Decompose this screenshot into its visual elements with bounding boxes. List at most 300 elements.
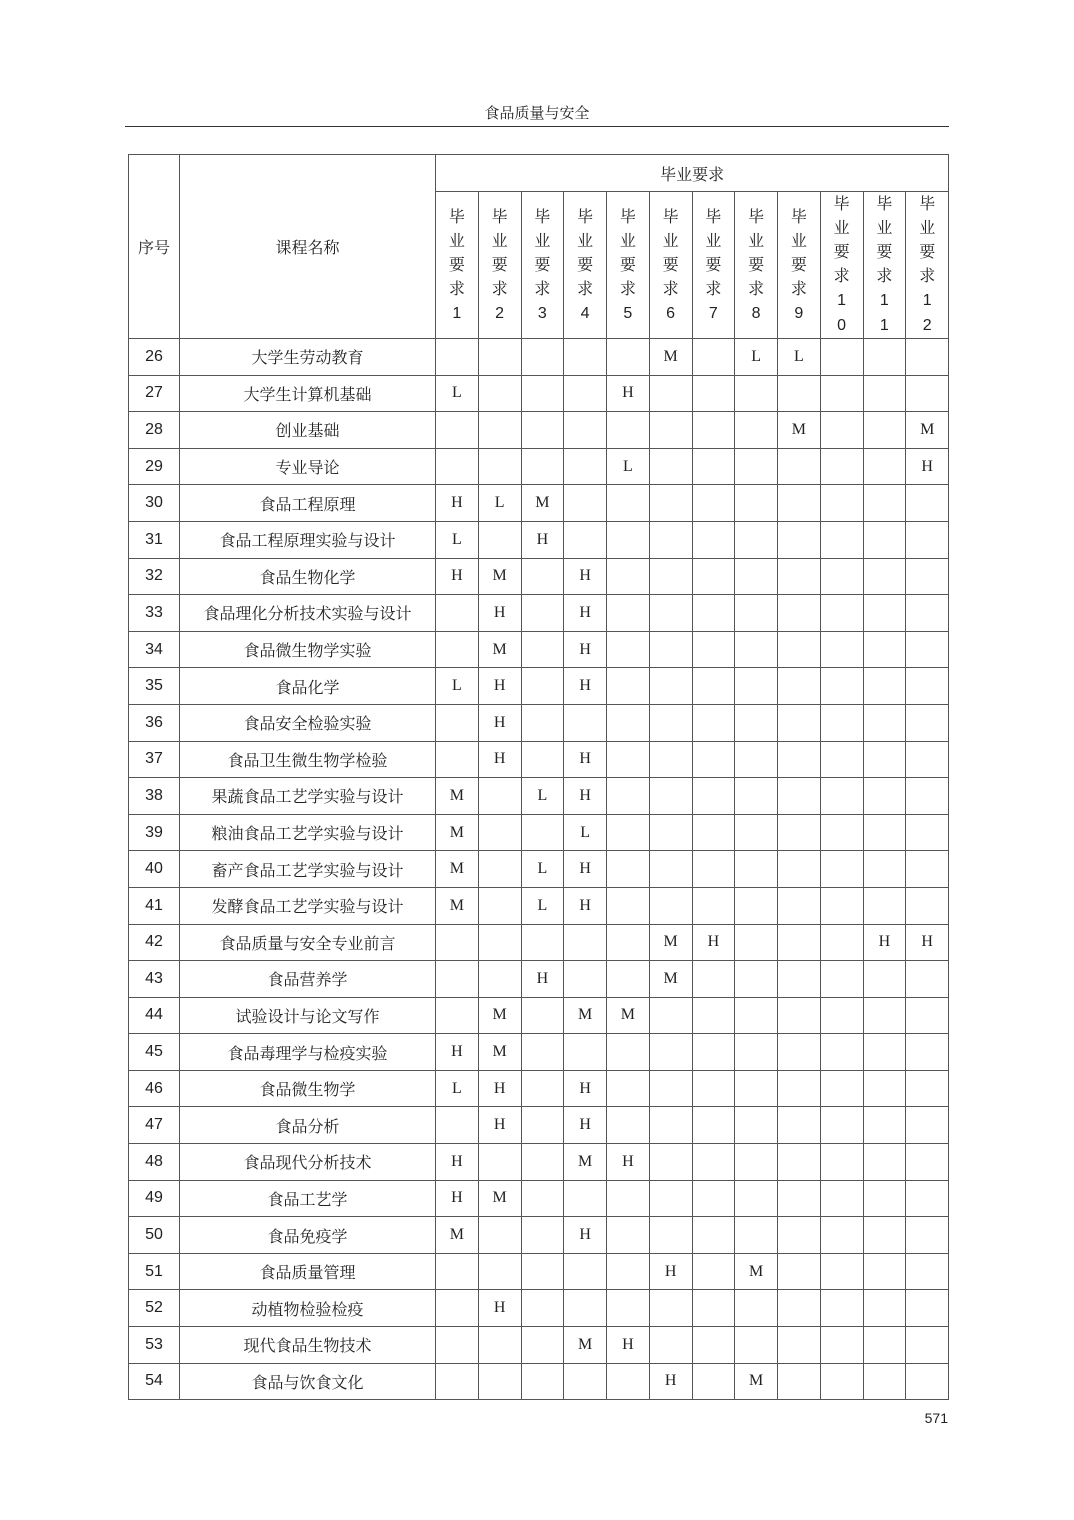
support-level-cell	[649, 1070, 692, 1107]
row-index: 48	[129, 1144, 180, 1181]
support-level-cell	[735, 704, 778, 741]
support-level-cell	[692, 375, 735, 412]
support-level-cell	[863, 741, 906, 778]
support-level-cell	[607, 1363, 650, 1400]
support-level-cell	[521, 1034, 564, 1071]
support-level-cell: H	[478, 1290, 521, 1327]
support-level-cell: M	[735, 1253, 778, 1290]
support-level-cell	[607, 741, 650, 778]
support-level-cell	[820, 741, 863, 778]
row-index: 35	[129, 668, 180, 705]
support-level-cell	[649, 448, 692, 485]
support-level-cell	[735, 668, 778, 705]
support-level-cell	[607, 1253, 650, 1290]
support-level-cell	[521, 1217, 564, 1254]
row-index: 53	[129, 1327, 180, 1364]
support-level-cell	[521, 1107, 564, 1144]
support-level-cell	[649, 595, 692, 632]
table-row	[129, 1253, 949, 1290]
support-level-cell	[906, 997, 949, 1034]
support-level-cell	[607, 1107, 650, 1144]
column-header-requirement: 毕业要求8	[735, 192, 778, 339]
column-header-index: 序号	[129, 155, 180, 339]
table-row	[129, 997, 949, 1034]
support-level-cell	[820, 485, 863, 522]
support-level-cell	[820, 1290, 863, 1327]
support-level-cell: H	[607, 1144, 650, 1181]
support-level-cell	[778, 778, 821, 815]
support-level-cell	[906, 814, 949, 851]
support-level-cell	[692, 339, 735, 376]
support-level-cell	[649, 521, 692, 558]
row-index: 27	[129, 375, 180, 412]
table-row	[129, 1107, 949, 1144]
support-level-cell	[863, 375, 906, 412]
support-level-cell	[564, 924, 607, 961]
support-level-cell: H	[436, 1180, 479, 1217]
row-index: 51	[129, 1253, 180, 1290]
support-level-cell: H	[436, 558, 479, 595]
support-level-cell	[820, 814, 863, 851]
support-level-cell: L	[478, 485, 521, 522]
support-level-cell	[820, 595, 863, 632]
support-level-cell	[692, 1144, 735, 1181]
support-level-cell: M	[436, 851, 479, 888]
course-name: 食品卫生微生物学检验	[180, 741, 436, 778]
support-level-cell	[778, 1180, 821, 1217]
support-level-cell	[820, 924, 863, 961]
support-level-cell	[820, 668, 863, 705]
support-level-cell: M	[478, 1180, 521, 1217]
support-level-cell	[478, 1327, 521, 1364]
course-name: 食品安全检验实验	[180, 704, 436, 741]
support-level-cell	[692, 997, 735, 1034]
support-level-cell	[692, 704, 735, 741]
support-level-cell: H	[692, 924, 735, 961]
support-level-cell	[607, 814, 650, 851]
support-level-cell	[692, 412, 735, 449]
support-level-cell	[735, 997, 778, 1034]
support-level-cell	[478, 448, 521, 485]
support-level-cell: M	[521, 485, 564, 522]
support-level-cell	[863, 412, 906, 449]
graduation-requirements-table	[128, 154, 949, 1400]
support-level-cell	[735, 1034, 778, 1071]
support-level-cell	[906, 339, 949, 376]
support-level-cell	[906, 1290, 949, 1327]
support-level-cell	[692, 961, 735, 998]
course-name: 果蔬食品工艺学实验与设计	[180, 778, 436, 815]
support-level-cell	[649, 851, 692, 888]
support-level-cell	[863, 961, 906, 998]
support-level-cell	[478, 375, 521, 412]
support-level-cell: H	[863, 924, 906, 961]
support-level-cell	[820, 521, 863, 558]
support-level-cell	[778, 1034, 821, 1071]
support-level-cell	[863, 521, 906, 558]
support-level-cell	[735, 741, 778, 778]
support-level-cell	[564, 1034, 607, 1071]
row-index: 31	[129, 521, 180, 558]
support-level-cell	[906, 485, 949, 522]
support-level-cell	[692, 814, 735, 851]
support-level-cell	[735, 851, 778, 888]
support-level-cell	[478, 1363, 521, 1400]
support-level-cell	[820, 339, 863, 376]
course-name: 食品化学	[180, 668, 436, 705]
support-level-cell	[735, 595, 778, 632]
support-level-cell: H	[564, 887, 607, 924]
support-level-cell: H	[564, 1070, 607, 1107]
support-level-cell: M	[436, 778, 479, 815]
support-level-cell	[820, 961, 863, 998]
support-level-cell	[735, 1180, 778, 1217]
support-level-cell	[778, 631, 821, 668]
support-level-cell: H	[436, 485, 479, 522]
column-header-requirement: 毕业要求2	[478, 192, 521, 339]
support-level-cell: H	[478, 704, 521, 741]
support-level-cell	[607, 778, 650, 815]
support-level-cell: H	[478, 595, 521, 632]
support-level-cell	[778, 1070, 821, 1107]
support-level-cell	[436, 412, 479, 449]
row-index: 39	[129, 814, 180, 851]
support-level-cell	[607, 1180, 650, 1217]
support-level-cell	[649, 668, 692, 705]
support-level-cell	[564, 1253, 607, 1290]
support-level-cell: L	[521, 887, 564, 924]
support-level-cell: M	[564, 997, 607, 1034]
support-level-cell	[607, 704, 650, 741]
support-level-cell	[649, 412, 692, 449]
support-level-cell	[820, 1144, 863, 1181]
column-header-requirement: 毕业要求12	[906, 192, 949, 339]
support-level-cell	[820, 887, 863, 924]
support-level-cell	[735, 558, 778, 595]
support-level-cell	[906, 1217, 949, 1254]
support-level-cell	[735, 485, 778, 522]
support-level-cell	[649, 375, 692, 412]
support-level-cell	[564, 485, 607, 522]
support-level-cell: H	[564, 1217, 607, 1254]
support-level-cell: H	[436, 1144, 479, 1181]
row-index: 28	[129, 412, 180, 449]
support-level-cell	[863, 1327, 906, 1364]
support-level-cell	[436, 961, 479, 998]
support-level-cell	[906, 1327, 949, 1364]
course-name: 食品微生物学	[180, 1070, 436, 1107]
support-level-cell	[735, 924, 778, 961]
support-level-cell	[820, 1034, 863, 1071]
support-level-cell	[564, 521, 607, 558]
support-level-cell	[820, 1217, 863, 1254]
support-level-cell	[692, 1070, 735, 1107]
support-level-cell	[436, 1290, 479, 1327]
support-level-cell	[735, 887, 778, 924]
support-level-cell	[607, 558, 650, 595]
support-level-cell	[649, 1290, 692, 1327]
course-name: 大学生计算机基础	[180, 375, 436, 412]
support-level-cell	[478, 778, 521, 815]
support-level-cell: M	[649, 924, 692, 961]
support-level-cell: L	[521, 778, 564, 815]
support-level-cell	[607, 1290, 650, 1327]
support-level-cell	[521, 668, 564, 705]
support-level-cell	[692, 1327, 735, 1364]
support-level-cell: L	[436, 375, 479, 412]
support-level-cell	[820, 704, 863, 741]
row-index: 45	[129, 1034, 180, 1071]
table-row	[129, 741, 949, 778]
support-level-cell: M	[778, 412, 821, 449]
column-group-header: 毕业要求	[436, 155, 949, 192]
support-level-cell	[521, 631, 564, 668]
support-level-cell	[649, 631, 692, 668]
support-level-cell	[820, 1253, 863, 1290]
row-index: 54	[129, 1363, 180, 1400]
course-name: 食品营养学	[180, 961, 436, 998]
support-level-cell	[863, 595, 906, 632]
support-level-cell	[607, 851, 650, 888]
support-level-cell	[820, 375, 863, 412]
support-level-cell	[735, 1070, 778, 1107]
table-row	[129, 558, 949, 595]
support-level-cell	[735, 1290, 778, 1327]
support-level-cell: H	[649, 1363, 692, 1400]
support-level-cell	[778, 887, 821, 924]
course-name: 食品工艺学	[180, 1180, 436, 1217]
course-name: 创业基础	[180, 412, 436, 449]
support-level-cell	[436, 924, 479, 961]
support-level-cell	[521, 1290, 564, 1327]
table-row	[129, 1034, 949, 1071]
support-level-cell: M	[607, 997, 650, 1034]
support-level-cell: H	[906, 924, 949, 961]
support-level-cell	[436, 704, 479, 741]
support-level-cell	[820, 558, 863, 595]
course-name: 食品工程原理实验与设计	[180, 521, 436, 558]
support-level-cell	[478, 961, 521, 998]
support-level-cell	[692, 778, 735, 815]
support-level-cell	[778, 1144, 821, 1181]
row-index: 30	[129, 485, 180, 522]
support-level-cell	[906, 741, 949, 778]
row-index: 26	[129, 339, 180, 376]
support-level-cell	[649, 704, 692, 741]
support-level-cell	[649, 814, 692, 851]
support-level-cell: H	[607, 1327, 650, 1364]
course-name: 试验设计与论文写作	[180, 997, 436, 1034]
page-number: 571	[924, 1410, 948, 1426]
support-level-cell: M	[735, 1363, 778, 1400]
support-level-cell	[863, 704, 906, 741]
support-level-cell	[906, 668, 949, 705]
support-level-cell	[820, 1070, 863, 1107]
support-level-cell	[521, 1070, 564, 1107]
support-level-cell: M	[649, 339, 692, 376]
support-level-cell	[649, 1107, 692, 1144]
column-header-requirement: 毕业要求3	[521, 192, 564, 339]
support-level-cell	[607, 339, 650, 376]
table-row	[129, 375, 949, 412]
support-level-cell	[436, 1253, 479, 1290]
support-level-cell	[692, 1180, 735, 1217]
support-level-cell	[521, 558, 564, 595]
support-level-cell	[863, 997, 906, 1034]
support-level-cell: H	[478, 1070, 521, 1107]
support-level-cell	[778, 1217, 821, 1254]
support-level-cell	[692, 1217, 735, 1254]
column-header-course: 课程名称	[180, 155, 436, 339]
table-row	[129, 887, 949, 924]
support-level-cell	[863, 1363, 906, 1400]
row-index: 50	[129, 1217, 180, 1254]
row-index: 41	[129, 887, 180, 924]
support-level-cell	[778, 668, 821, 705]
support-level-cell	[906, 1107, 949, 1144]
column-header-requirement: 毕业要求7	[692, 192, 735, 339]
support-level-cell	[478, 1144, 521, 1181]
support-level-cell	[735, 778, 778, 815]
support-level-cell: H	[906, 448, 949, 485]
support-level-cell	[607, 961, 650, 998]
support-level-cell	[521, 704, 564, 741]
support-level-cell: H	[564, 558, 607, 595]
support-level-cell	[521, 375, 564, 412]
support-level-cell	[521, 595, 564, 632]
support-level-cell	[521, 1180, 564, 1217]
course-name: 畜产食品工艺学实验与设计	[180, 851, 436, 888]
support-level-cell: M	[478, 1034, 521, 1071]
support-level-cell	[607, 521, 650, 558]
support-level-cell	[820, 631, 863, 668]
support-level-cell	[692, 741, 735, 778]
support-level-cell	[649, 558, 692, 595]
support-level-cell	[692, 851, 735, 888]
table-row	[129, 924, 949, 961]
support-level-cell: M	[906, 412, 949, 449]
table-row	[129, 961, 949, 998]
support-level-cell: H	[478, 1107, 521, 1144]
support-level-cell: H	[564, 595, 607, 632]
support-level-cell	[863, 1217, 906, 1254]
support-level-cell	[564, 961, 607, 998]
support-level-cell: L	[521, 851, 564, 888]
support-level-cell	[863, 668, 906, 705]
support-level-cell	[820, 1363, 863, 1400]
support-level-cell	[607, 1217, 650, 1254]
support-level-cell	[906, 887, 949, 924]
support-level-cell	[820, 1180, 863, 1217]
support-level-cell	[778, 924, 821, 961]
support-level-cell	[735, 1144, 778, 1181]
course-name: 食品理化分析技术实验与设计	[180, 595, 436, 632]
support-level-cell	[436, 1327, 479, 1364]
support-level-cell	[906, 631, 949, 668]
support-level-cell	[521, 339, 564, 376]
course-name: 食品免疫学	[180, 1217, 436, 1254]
support-level-cell	[692, 485, 735, 522]
support-level-cell	[649, 887, 692, 924]
course-name: 食品现代分析技术	[180, 1144, 436, 1181]
support-level-cell	[692, 1363, 735, 1400]
support-level-cell	[906, 961, 949, 998]
row-index: 34	[129, 631, 180, 668]
support-level-cell	[906, 375, 949, 412]
support-level-cell	[863, 1107, 906, 1144]
support-level-cell	[564, 412, 607, 449]
course-name: 大学生劳动教育	[180, 339, 436, 376]
support-level-cell	[649, 1180, 692, 1217]
support-level-cell	[649, 1217, 692, 1254]
support-level-cell	[906, 1144, 949, 1181]
support-level-cell	[436, 595, 479, 632]
support-level-cell: L	[735, 339, 778, 376]
support-level-cell: L	[436, 521, 479, 558]
support-level-cell	[478, 339, 521, 376]
support-level-cell	[778, 1107, 821, 1144]
support-level-cell	[778, 851, 821, 888]
support-level-cell	[778, 558, 821, 595]
support-level-cell	[820, 997, 863, 1034]
course-name: 食品微生物学实验	[180, 631, 436, 668]
support-level-cell	[778, 595, 821, 632]
table-row	[129, 485, 949, 522]
support-level-cell: H	[436, 1034, 479, 1071]
row-index: 38	[129, 778, 180, 815]
support-level-cell	[649, 997, 692, 1034]
row-index: 44	[129, 997, 180, 1034]
support-level-cell	[607, 887, 650, 924]
support-level-cell	[692, 1107, 735, 1144]
support-level-cell	[692, 595, 735, 632]
support-level-cell	[735, 412, 778, 449]
support-level-cell	[735, 448, 778, 485]
support-level-cell	[564, 1180, 607, 1217]
support-level-cell	[692, 668, 735, 705]
support-level-cell	[863, 778, 906, 815]
support-level-cell	[521, 448, 564, 485]
support-level-cell	[906, 521, 949, 558]
table-row	[129, 1070, 949, 1107]
row-index: 29	[129, 448, 180, 485]
column-header-requirement: 毕业要求4	[564, 192, 607, 339]
table-row	[129, 448, 949, 485]
support-level-cell	[607, 485, 650, 522]
support-level-cell: L	[778, 339, 821, 376]
support-level-cell	[863, 1070, 906, 1107]
support-level-cell	[607, 668, 650, 705]
support-level-cell	[478, 412, 521, 449]
support-level-cell	[564, 1363, 607, 1400]
support-level-cell	[906, 704, 949, 741]
column-header-requirement: 毕业要求10	[820, 192, 863, 339]
support-level-cell: H	[564, 631, 607, 668]
support-level-cell	[564, 448, 607, 485]
column-header-requirement: 毕业要求5	[607, 192, 650, 339]
support-level-cell	[692, 1290, 735, 1327]
support-level-cell	[478, 887, 521, 924]
support-level-cell	[863, 558, 906, 595]
support-level-cell	[478, 814, 521, 851]
column-header-requirement: 毕业要求9	[778, 192, 821, 339]
course-name: 食品与饮食文化	[180, 1363, 436, 1400]
support-level-cell	[521, 741, 564, 778]
support-level-cell	[478, 1253, 521, 1290]
support-level-cell	[692, 887, 735, 924]
support-level-cell	[521, 1253, 564, 1290]
support-level-cell	[820, 1327, 863, 1364]
